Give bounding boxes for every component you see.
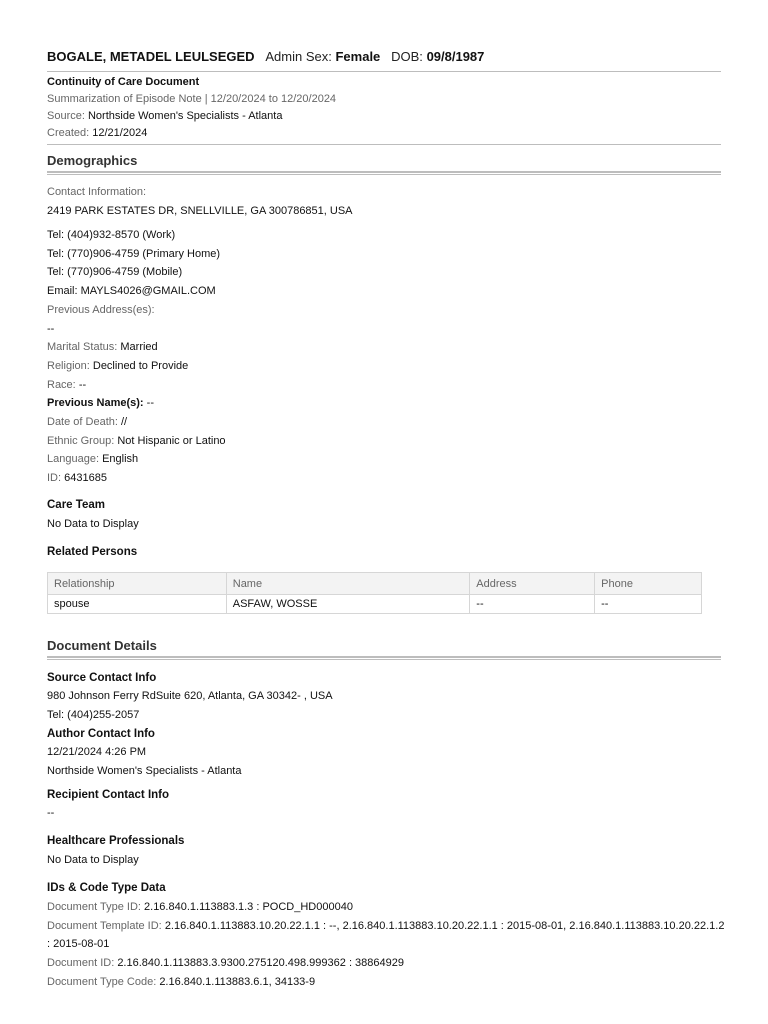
care-team-title: Care Team: [47, 499, 105, 511]
healthcare-professionals-title: Healthcare Professionals: [47, 835, 185, 847]
document-type-code-label: Document Type Code:: [47, 975, 157, 988]
demographics-title: Demographics: [47, 153, 138, 168]
phone-work: Tel: (404)932-8570 (Work): [47, 229, 176, 241]
dob-value: 09/8/1987: [426, 49, 485, 64]
related-persons-table-wrap: [47, 572, 721, 614]
recipient-contact-title: Recipient Contact Info: [47, 789, 170, 801]
document-title: Continuity of Care Document: [47, 76, 200, 88]
created-label: Created:: [47, 127, 90, 139]
source-contact-section: [47, 672, 721, 684]
created-value: 12/21/2024: [92, 127, 148, 139]
language-label: Language:: [47, 453, 99, 466]
source-contact-body: [47, 687, 721, 724]
admin-sex-value: Female: [335, 49, 381, 64]
author-contact-section: [47, 728, 721, 740]
document-details-section: [47, 638, 721, 660]
religion-value: Declined to Provide: [92, 359, 189, 372]
ethnic-group-label: Ethnic Group:: [47, 434, 115, 447]
table-cell: spouse: [48, 595, 227, 614]
column-header: Name: [226, 573, 470, 595]
race-value: --: [78, 378, 87, 391]
demographics-rule: [47, 171, 721, 175]
document-summary-line: Summarization of Episode Note | 12/20/2024 to 12/20/2024: [47, 93, 337, 105]
marital-status-value: Married: [120, 341, 158, 354]
table-cell: ASFAW, WOSSE: [226, 595, 470, 614]
author-contact-body: [47, 743, 721, 780]
summary-divider: [47, 144, 721, 145]
document-template-id-value: 2.16.840.1.113883.10.20.22.1.1 : --, 2.16.840.1.113883.10.20.22.1.1 : 2015-08-01, 2.16.840.1.113883.10.20.22.1.2: [164, 919, 725, 932]
related-persons-table: [47, 572, 702, 614]
healthcare-professionals-value: No Data to Display: [47, 854, 139, 866]
column-header: Phone: [595, 573, 702, 595]
related-persons-section: [47, 546, 721, 558]
dob-label: DOB:: [391, 49, 423, 64]
recipient-contact-body: [47, 804, 721, 823]
previous-address-value: --: [47, 322, 55, 335]
demographics-contact: [47, 226, 721, 488]
document-type-id-label: Document Type ID:: [47, 901, 141, 913]
ethnic-group-value: Not Hispanic or Latino: [117, 434, 226, 447]
table-header-row: [48, 573, 702, 595]
ids-code-section: [47, 882, 721, 894]
language-value: English: [102, 453, 139, 466]
document-template-id-label: Document Template ID:: [47, 919, 162, 932]
contact-address: 2419 PARK ESTATES DR, SNELLVILLE, GA 300786851, USA: [47, 204, 353, 217]
document-details-title: Document Details: [47, 638, 157, 653]
ids-code-title: IDs & Code Type Data: [47, 882, 166, 894]
author-time: 12/21/2024 4:26 PM: [47, 746, 147, 758]
marital-status-label: Marital Status:: [47, 341, 118, 354]
source-contact-address: 980 Johnson Ferry RdSuite 620, Atlanta, GA 30342- , USA: [47, 690, 333, 702]
author-contact-title: Author Contact Info: [47, 728, 155, 740]
document-id-label: Document ID:: [47, 957, 115, 970]
previous-names-value: --: [146, 397, 154, 410]
document-summary: [47, 74, 721, 142]
source-contact-tel: Tel: (404)255-2057: [47, 708, 140, 721]
table-row: [48, 595, 702, 614]
contact-info-label: Contact Information:: [47, 186, 147, 198]
recipient-contact-value: --: [47, 807, 55, 819]
table-cell: --: [595, 595, 702, 614]
id-value: 6431685: [64, 472, 107, 485]
table-cell: --: [470, 595, 595, 614]
document-type-code-value: 2.16.840.1.113883.6.1, 34133-9: [159, 975, 316, 988]
source-label: Source:: [47, 110, 85, 122]
date-of-death-value: //: [121, 416, 128, 429]
race-label: Race:: [47, 378, 76, 391]
document-template-id-value-cont: : 2015-08-01: [47, 938, 110, 951]
demographics-details: [47, 183, 721, 220]
related-persons-title: Related Persons: [47, 546, 138, 558]
care-team-body: [47, 515, 721, 534]
phone-home: Tel: (770)906-4759 (Primary Home): [47, 247, 221, 260]
previous-names-label: Previous Name(s):: [47, 397, 144, 410]
healthcare-professionals-body: [47, 851, 721, 870]
healthcare-professionals-section: [47, 835, 721, 847]
demographics-section: [47, 153, 721, 175]
patient-header: [47, 49, 721, 65]
previous-address-label: Previous Address(es):: [47, 303, 155, 316]
source-contact-title: Source Contact Info: [47, 672, 157, 684]
email: Email: MAYLS4026@GMAIL.COM: [47, 285, 216, 298]
source-value: Northside Women's Specialists - Atlanta: [87, 110, 283, 122]
column-header: Relationship: [48, 573, 227, 595]
ids-code-body: [47, 898, 725, 992]
header-divider: [47, 71, 721, 72]
date-of-death-label: Date of Death:: [47, 416, 118, 429]
recipient-contact-section: [47, 789, 721, 801]
document-type-id-value: 2.16.840.1.113883.1.3 : POCD_HD000040: [144, 901, 353, 913]
admin-sex-label: Admin Sex:: [265, 49, 332, 64]
care-team-value: No Data to Display: [47, 518, 139, 530]
care-team-section: [47, 499, 721, 511]
author-org: Northside Women's Specialists - Atlanta: [47, 764, 242, 777]
document-id-value: 2.16.840.1.113883.3.9300.275120.498.999362 : 38864929: [117, 957, 404, 970]
id-label: ID:: [47, 472, 62, 485]
religion-label: Religion:: [47, 359, 90, 372]
document-details-rule: [47, 656, 721, 660]
column-header: Address: [470, 573, 595, 595]
patient-name: BOGALE, METADEL LEULSEGED: [47, 49, 255, 64]
phone-mobile: Tel: (770)906-4759 (Mobile): [47, 266, 183, 279]
